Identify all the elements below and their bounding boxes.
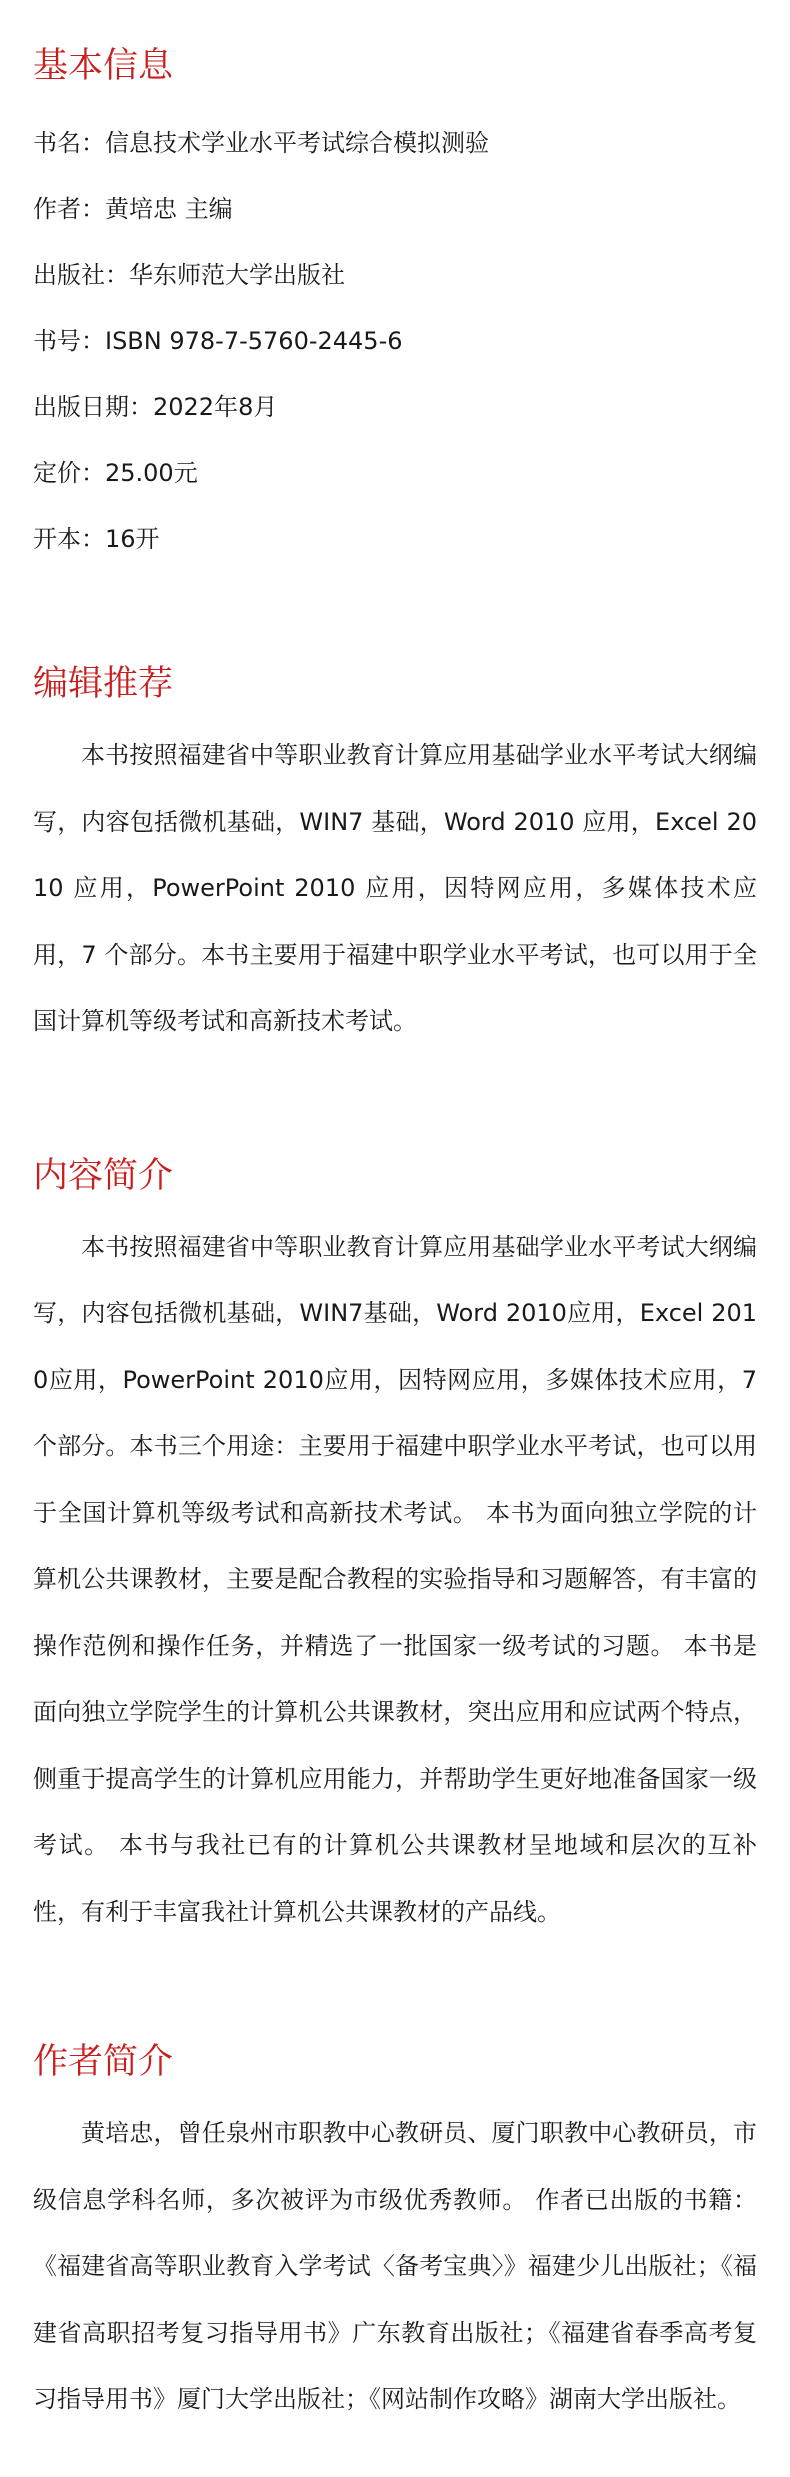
publish-date-row: 出版日期：2022年8月 [33, 393, 278, 421]
editor-recommendation-text: 本书按照福建省中等职业教育计算应用基础学业水平考试大纲编写，内容包括微机基础，WIN7 基础，Word 2010 应用，Excel 2010 应用，PowerPoint 2010 应用，因特网应用，多媒体技术应用，7 个部分。本书主要用于福建中职学业水平考试，也可以用于全国计算机等级考试和高新技术考试。 [33, 741, 757, 1035]
author-intro-heading: 作者简介 [33, 2042, 174, 2082]
price-row: 定价：25.00元 [33, 459, 198, 487]
content-summary-heading: 内容简介 [33, 1155, 174, 1196]
book-title-row: 书名：信息技术学业水平考试综合模拟测验 [33, 129, 489, 157]
author-row: 作者：黄培忠 主编 [33, 195, 233, 223]
editor-recommendation-heading: 编辑推荐 [33, 664, 174, 704]
isbn-row: 书号：ISBN 978-7-5760-2445-6 [33, 327, 403, 355]
content-summary-section [33, 1154, 757, 1946]
basic-info-section [33, 0, 757, 572]
author-intro-text: 黄培忠，曾任泉州市职教中心教研员、厦门职教中心教研员，市级信息学科名师，多次被评为市级优秀教师。 作者已出版的书籍：《福建省高等职业教育入学考试〈备考宝典〉》福建少儿出版社；《福建省高职招考复习指导用书》广东教育出版社；《福建省春季高考复习指导用书》厦门大学出版社；《网站制作攻略》湖南大学出版社。 [33, 2119, 757, 2413]
basic-info-heading: 基本信息 [33, 46, 174, 86]
publisher-row: 出版社：华东师范大学出版社 [33, 261, 345, 289]
basic-info-list [33, 110, 757, 572]
format-row: 开本：16开 [33, 525, 160, 553]
editor-recommendation-section [33, 662, 757, 1055]
author-intro-section [33, 2040, 757, 2433]
content-summary-text: 本书按照福建省中等职业教育计算应用基础学业水平考试大纲编写，内容包括微机基础，WIN7基础，Word 2010应用，Excel 2010应用，PowerPoint 2010应用，因特网应用，多媒体技术应用，7个部分。本书三个用途：主要用于福建中职学业水平考试，也可以用于全国计算机等级考试和高新技术考试。 本书为面向独立学院的计算机公共课教材，主要是配合教程的实验指导和习题解答，有丰富的操作范例和操作任务，并精选了一批国家一级考试的习题。 本书是面向独立学院学生的计算机公共课教材，突出应用和应试两个特点，侧重于提高学生的计算机应用能力，并帮助学生更好地准备国家一级考试。 本书与我社已有的计算机公共课教材呈地域和层次的互补性，有利于丰富我社计算机公共课教材的产品线。 [33, 1232, 757, 1926]
